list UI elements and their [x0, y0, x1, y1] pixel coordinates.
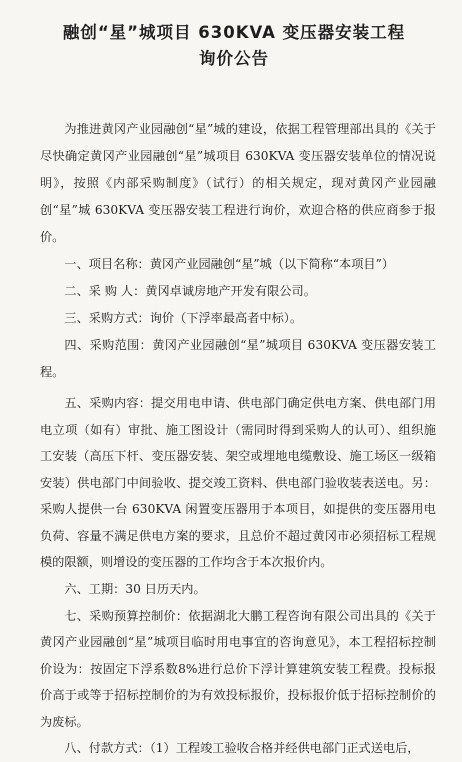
item-duration: 六、工期：30 日历天内。 — [64, 581, 206, 596]
title-line-1: 融创“星”城项目 630KVA 变压器安装工程 — [62, 23, 406, 42]
item-purchase-content: 五、采购内容：提交用电申请、供电部门确定供电方案、供电部门用电立项（如有）审批、施工图设计（需同时得到采购人的认可）、组织施工安装（高压下杆、变压器安装、架空或埋地电缆敷设、施工场区一级箱安装）供电部门中间验收、提交竣工资料、供电部门验收装表送电。另：采购人提供一台 630KVA 闲置变压器用于本项目，如提供的变压器用电负荷、容量不满足供电方案的要求，且总价不超过黄冈市必须招标工程规模的限额，则增设的变压器的工作均含于本次报价内。 — [40, 396, 436, 569]
item-project-name: 一、项目名称：黄冈产业园融创“星”城（以下简称“本项目”） — [64, 257, 395, 271]
document-title — [32, 20, 436, 72]
item-purchaser: 二、采 购 人：黄冈卓诚房地产开发有限公司。 — [64, 284, 316, 298]
item-budget-control: 七、采购预算控制价：依据湖北大鹏工程咨询有限公司出具的《关于黄冈产业园融创“星”城项目临时用电事宜的咨询意见》，本工程招标控制价设为：按固定下浮系数8%进行总价下浮计算建筑安装工程费。投标报价高于或等于招标控制价的为有效投标报价，投标报价低于招标控制价的为废标。 — [40, 608, 436, 729]
title-line-2: 询价公告 — [199, 49, 269, 68]
item-payment-method: 八、付款方式：（1）工程竣工验收合格并经供电部门正式送电后， — [64, 741, 420, 755]
item-purchase-scope: 四、采购范围：黄冈产业园融创“星”城项目 630KVA 变压器安装工程。 — [40, 338, 436, 379]
item-purchase-method: 三、采购方式：询价（下浮率最高者中标）。 — [64, 311, 303, 325]
intro-paragraph: 为推进黄冈产业园融创“星”城的建设，依据工程管理部出具的《关于尽快确定黄冈产业园融创“星”城项目 630KVA 变压器安装单位的情况说明》，按照《内部采购制度》（试行）的相关规定，现对黄冈产业园融创“星”城 630KVA 变压器安装工程进行询价，欢迎合格的供应商参于报价。 — [40, 122, 436, 244]
